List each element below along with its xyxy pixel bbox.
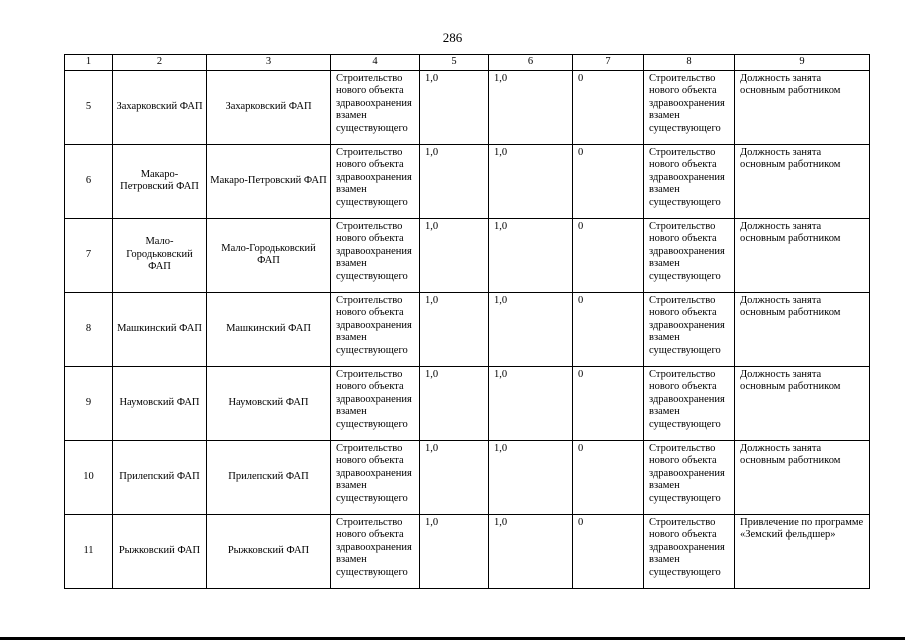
staffing-note: Должность занята основным работником	[735, 440, 870, 514]
staffing-note: Привлечение по программе «Земский фельдшер»	[735, 514, 870, 588]
value-col6: 1,0	[489, 514, 573, 588]
facility-name-repeat: Мало-Городьковский ФАП	[207, 218, 331, 292]
planned-action: Строительство нового объекта здравоохранения взамен существующего	[331, 70, 420, 144]
action-col8: Строительство нового объекта здравоохранения взамен существующего	[644, 292, 735, 366]
row-number: 5	[65, 70, 113, 144]
staffing-note: Должность занята основным работником	[735, 292, 870, 366]
planned-action: Строительство нового объекта здравоохранения взамен существующего	[331, 144, 420, 218]
staffing-note: Должность занята основным работником	[735, 144, 870, 218]
table-row	[65, 70, 870, 144]
facility-name: Прилепский ФАП	[113, 440, 207, 514]
value-col7: 0	[573, 440, 644, 514]
planned-action: Строительство нового объекта здравоохранения взамен существующего	[331, 292, 420, 366]
table-row	[65, 292, 870, 366]
staffing-note: Должность занята основным работником	[735, 70, 870, 144]
facility-name-repeat: Наумовский ФАП	[207, 366, 331, 440]
value-col7: 0	[573, 366, 644, 440]
col-header-1: 1	[65, 55, 113, 71]
col-header-2: 2	[113, 55, 207, 71]
planned-action: Строительство нового объекта здравоохранения взамен существующего	[331, 366, 420, 440]
col-header-4: 4	[331, 55, 420, 71]
facility-name: Рыжковский ФАП	[113, 514, 207, 588]
facility-name-repeat: Рыжковский ФАП	[207, 514, 331, 588]
col-header-6: 6	[489, 55, 573, 71]
action-col8: Строительство нового объекта здравоохранения взамен существующего	[644, 218, 735, 292]
action-col8: Строительство нового объекта здравоохранения взамен существующего	[644, 514, 735, 588]
value-col6: 1,0	[489, 144, 573, 218]
row-number: 7	[65, 218, 113, 292]
value-col5: 1,0	[420, 144, 489, 218]
value-col5: 1,0	[420, 218, 489, 292]
value-col6: 1,0	[489, 440, 573, 514]
facility-name-repeat: Машкинский ФАП	[207, 292, 331, 366]
staffing-note: Должность занята основным работником	[735, 366, 870, 440]
action-col8: Строительство нового объекта здравоохранения взамен существующего	[644, 366, 735, 440]
value-col7: 0	[573, 292, 644, 366]
table-row	[65, 144, 870, 218]
value-col6: 1,0	[489, 366, 573, 440]
value-col5: 1,0	[420, 366, 489, 440]
row-number: 6	[65, 144, 113, 218]
value-col5: 1,0	[420, 70, 489, 144]
facility-name: Мало-Городьковский ФАП	[113, 218, 207, 292]
header-row	[65, 55, 870, 71]
value-col6: 1,0	[489, 218, 573, 292]
row-number: 10	[65, 440, 113, 514]
table-row	[65, 218, 870, 292]
col-header-5: 5	[420, 55, 489, 71]
facility-name-repeat: Прилепский ФАП	[207, 440, 331, 514]
table-row	[65, 440, 870, 514]
col-header-8: 8	[644, 55, 735, 71]
table-row	[65, 366, 870, 440]
value-col7: 0	[573, 514, 644, 588]
value-col6: 1,0	[489, 292, 573, 366]
value-col5: 1,0	[420, 440, 489, 514]
table-row	[65, 514, 870, 588]
planned-action: Строительство нового объекта здравоохранения взамен существующего	[331, 218, 420, 292]
value-col5: 1,0	[420, 514, 489, 588]
facility-name: Машкинский ФАП	[113, 292, 207, 366]
row-number: 9	[65, 366, 113, 440]
facility-name: Наумовский ФАП	[113, 366, 207, 440]
page-number: 286	[442, 30, 463, 45]
value-col7: 0	[573, 70, 644, 144]
col-header-7: 7	[573, 55, 644, 71]
facilities-table	[64, 54, 870, 589]
row-number: 11	[65, 514, 113, 588]
value-col7: 0	[573, 218, 644, 292]
col-header-3: 3	[207, 55, 331, 71]
facility-name-repeat: Макаро-Петровский ФАП	[207, 144, 331, 218]
col-header-9: 9	[735, 55, 870, 71]
action-col8: Строительство нового объекта здравоохранения взамен существующего	[644, 70, 735, 144]
row-number: 8	[65, 292, 113, 366]
value-col6: 1,0	[489, 70, 573, 144]
planned-action: Строительство нового объекта здравоохранения взамен существующего	[331, 514, 420, 588]
facility-name: Захарковский ФАП	[113, 70, 207, 144]
value-col7: 0	[573, 144, 644, 218]
action-col8: Строительство нового объекта здравоохранения взамен существующего	[644, 144, 735, 218]
planned-action: Строительство нового объекта здравоохранения взамен существующего	[331, 440, 420, 514]
facility-name-repeat: Захарковский ФАП	[207, 70, 331, 144]
staffing-note: Должность занята основным работником	[735, 218, 870, 292]
action-col8: Строительство нового объекта здравоохранения взамен существующего	[644, 440, 735, 514]
facility-name: Макаро-Петровский ФАП	[113, 144, 207, 218]
value-col5: 1,0	[420, 292, 489, 366]
